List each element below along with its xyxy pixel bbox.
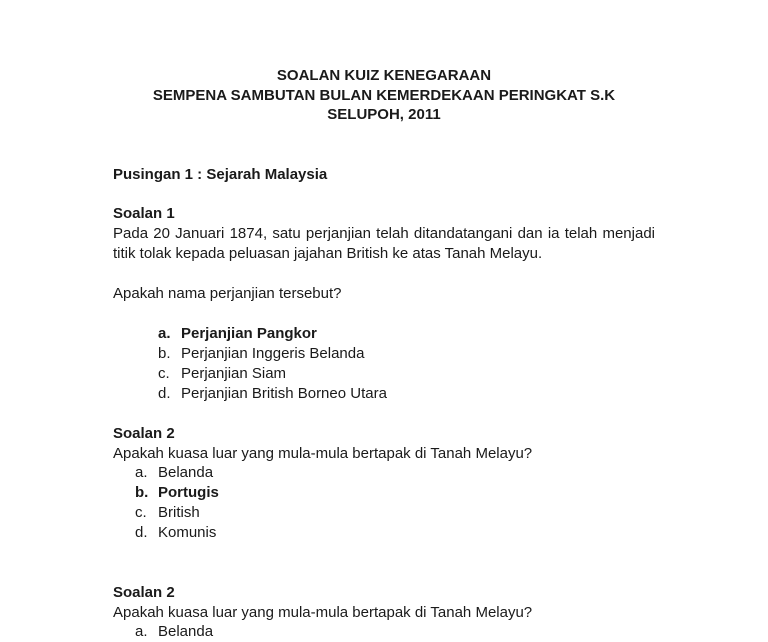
option-answer: Belanda xyxy=(158,623,214,640)
option-marker: a. xyxy=(135,623,148,640)
question-1-label: Soalan 1 xyxy=(113,205,175,222)
option-answer-correct: Perjanjian Pangkor xyxy=(181,325,317,342)
document-title xyxy=(0,66,768,125)
option-answer: Perjanjian Inggeris Belanda xyxy=(181,345,365,362)
title-line-3: SELUPOH, 2011 xyxy=(327,106,441,123)
option-answer: Perjanjian Siam xyxy=(181,365,287,382)
option-marker: d. xyxy=(135,524,148,541)
round-heading: Pusingan 1 : Sejarah Malaysia xyxy=(113,166,328,183)
question-1-prompt: Apakah nama perjanjian tersebut? xyxy=(113,285,342,302)
option-marker: a. xyxy=(158,325,171,342)
question-1-passage: Pada 20 Januari 1874, satu perjanjian telah ditandatangani dan ia telah menjadi titik tolak kepada peluasan jajahan British ke atas Tanah Melayu. xyxy=(113,225,655,262)
option-answer: British xyxy=(158,504,200,521)
option-marker: b. xyxy=(158,345,171,362)
option-marker: d. xyxy=(158,385,171,402)
option-answer: Belanda xyxy=(158,464,214,481)
option-answer: Komunis xyxy=(158,524,217,541)
option-answer-correct: Portugis xyxy=(158,484,219,501)
option-marker: c. xyxy=(158,365,170,382)
option-marker: a. xyxy=(135,464,148,481)
title-line-1: SOALAN KUIZ KENEGARAAN xyxy=(276,67,492,84)
option-marker: c. xyxy=(135,504,147,521)
question-2-prompt: Apakah kuasa luar yang mula-mula bertapak di Tanah Melayu? xyxy=(113,445,533,462)
question-3-label: Soalan 2 xyxy=(113,584,175,601)
question-2-label: Soalan 2 xyxy=(113,425,175,442)
question-3-prompt: Apakah kuasa luar yang mula-mula bertapak di Tanah Melayu? xyxy=(113,604,533,621)
title-line-2: SEMPENA SAMBUTAN BULAN KEMERDEKAAN PERINGKAT S.K xyxy=(152,86,616,104)
option-marker: b. xyxy=(135,484,149,501)
option-answer: Perjanjian British Borneo Utara xyxy=(181,385,387,402)
